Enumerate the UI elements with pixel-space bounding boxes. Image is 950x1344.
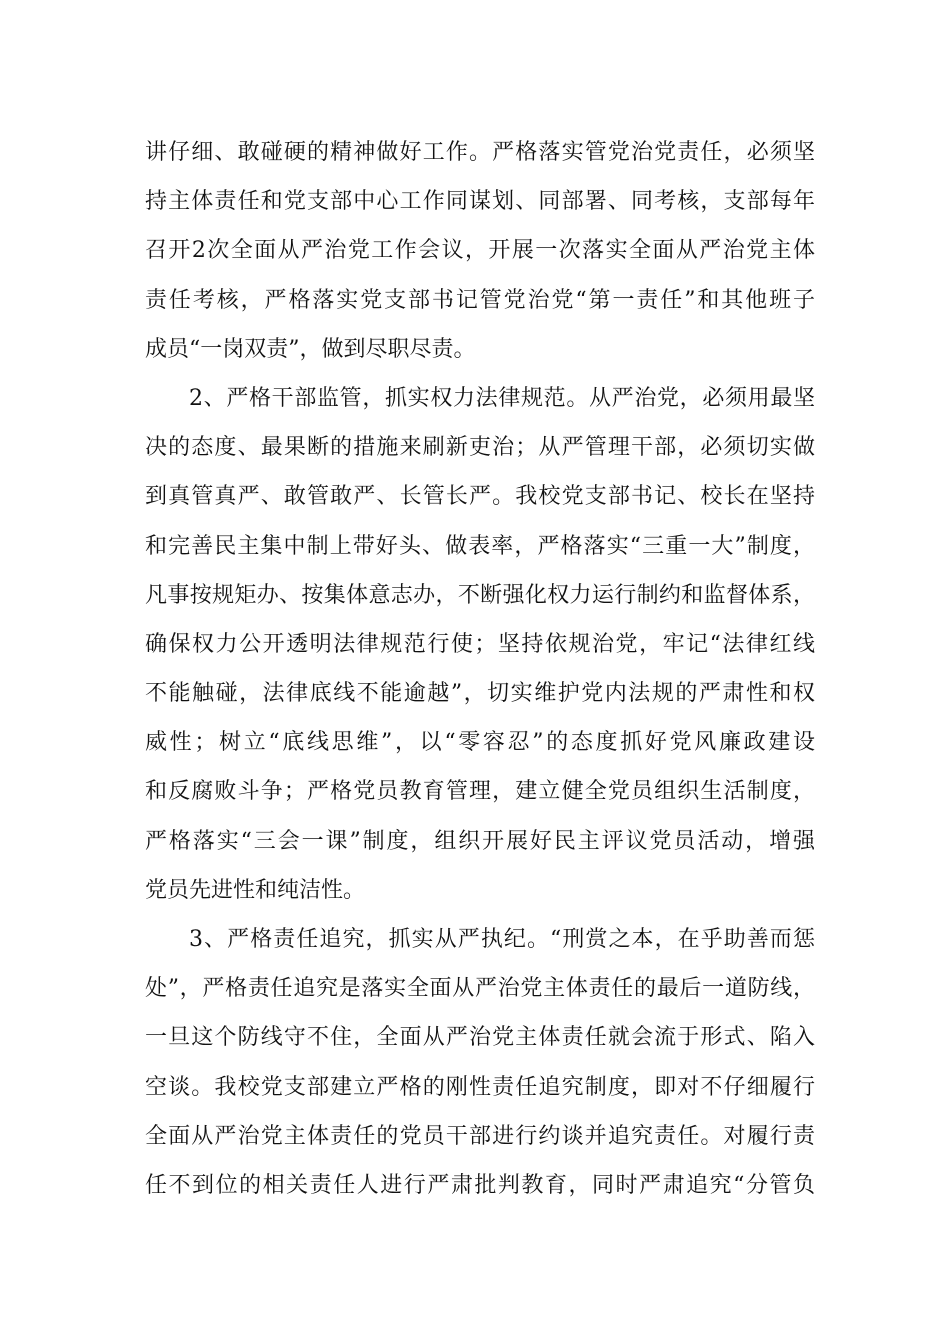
text-line: 一旦这个防线守不住，全面从严治党主体责任就会流于形式、陷入 [145,1025,815,1051]
text-line: 2、严格干部监管，抓实权力法律规范。从严治党，必须用最坚 [189,385,815,411]
text-line: 3、严格责任追究，抓实从严执纪。“刑赏之本，在乎助善而惩 [189,927,815,952]
text-line: 严格落实“三会一课”制度，组织开展好民主评议党员活动，增强 [145,828,815,854]
text-line: 召开2次全面从严治党工作会议，开展一次落实全面从严治党主体 [145,238,815,264]
text-line: 威性；树立“底线思维”，以“零容忍”的态度抓好党风廉政建设 [145,730,815,756]
text-line: 到真管真严、敢管敢严、长管长严。我校党支部书记、校长在坚持 [145,484,815,510]
text-line: 空谈。我校党支部建立严格的刚性责任追究制度，即对不仔细履行 [145,1074,815,1100]
text-line: 讲仔细、敢碰硬的精神做好工作。严格落实管党治党责任，必须坚 [145,140,815,165]
text-line: 持主体责任和党支部中心工作同谋划、同部署、同考核，支部每年 [145,189,815,215]
text-line: 和完善民主集中制上带好头、做表率，严格落实“三重一大”制度， [145,533,815,559]
text-line: 全面从严治党主体责任的党员干部进行约谈并追究责任。对履行责 [145,1123,815,1149]
text-line: 处”，严格责任追究是落实全面从严治党主体责任的最后一道防线， [145,976,815,1002]
text-line: 党员先进性和纯洁性。 [145,877,366,903]
text-line: 凡事按规矩办、按集体意志办，不断强化权力运行制约和监督体系， [145,582,815,608]
body-text [145,128,815,1210]
text-line: 决的态度、最果断的措施来刷新吏治；从严管理干部，必须切实做 [145,435,815,461]
text-line: 责任考核，严格落实党支部书记管党治党“第一责任”和其他班子 [145,287,815,313]
text-line: 和反腐败斗争；严格党员教育管理，建立健全党员组织生活制度， [145,779,815,805]
text-line: 成员“一岗双责”，做到尽职尽责。 [145,336,476,362]
text-line: 不能触碰，法律底线不能逾越”，切实维护党内法规的严肃性和权 [145,681,815,707]
text-line: 任不到位的相关责任人进行严肃批判教育，同时严肃追究“分管负 [145,1172,815,1198]
text-line: 确保权力公开透明法律规范行使；坚持依规治党，牢记“法律红线 [145,631,815,657]
